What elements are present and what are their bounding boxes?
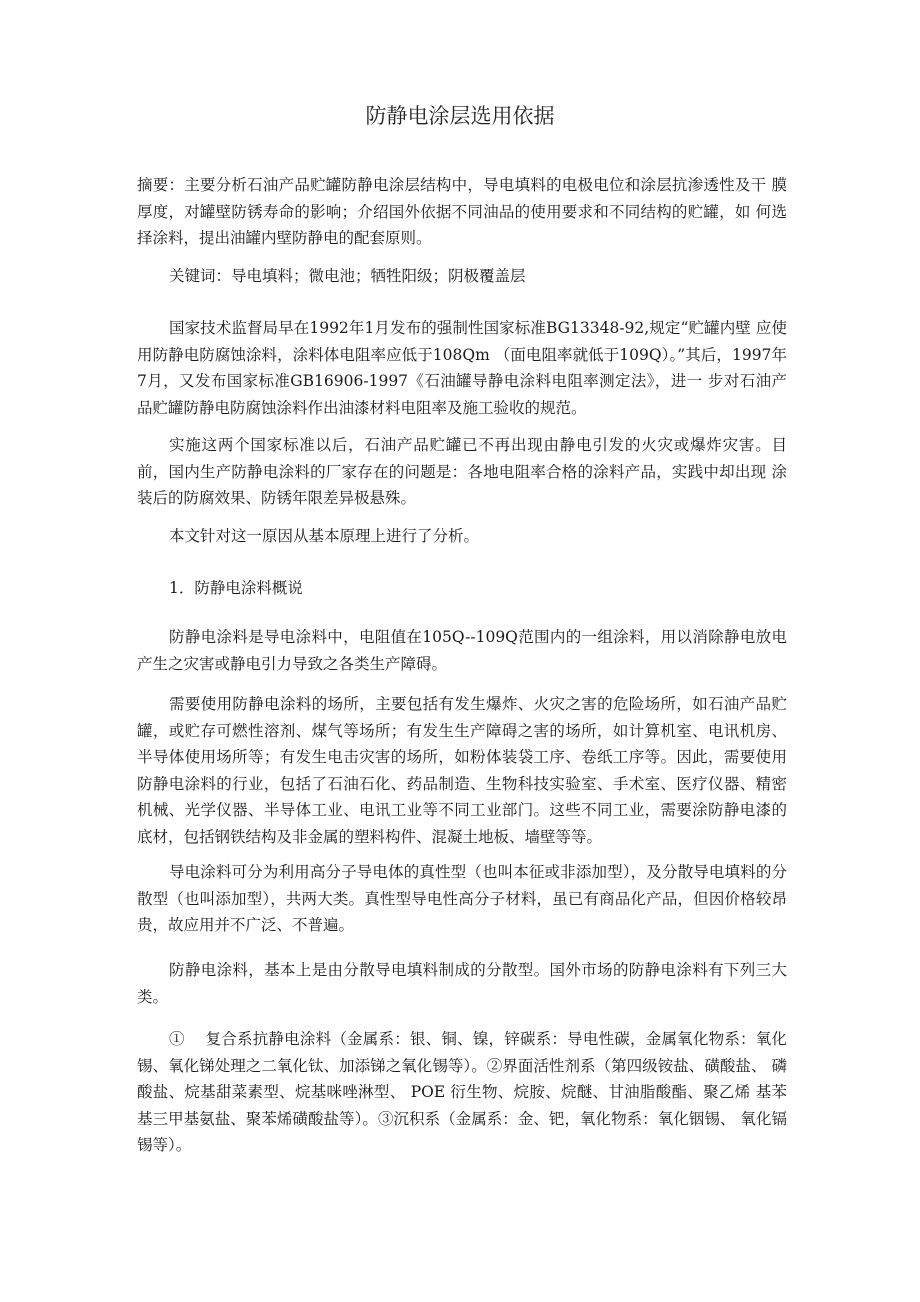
body-paragraph: 本文针对这一原因从基本原理上进行了分析。 bbox=[169, 527, 480, 545]
body-paragraph: 国家技术监督局早在1992年1月发布的强制性国家标准BG13348-92,规定“贮罐内壁 应使用防静电防腐蚀涂料，涂料体电阻率应低于108Qm （面电阻率就低于109Q）。”其后，1997年7月，又发布国家标准GB16906-1997《石油罐导静电涂料电阻率测定法》，进一 步对石油产品贮罐防静电防腐蚀涂料作出油漆材料电阻率及施工验收的规范。 bbox=[137, 319, 787, 417]
body-paragraph: 导电涂料可分为利用高分子导电体的真性型（也叫本征或非添加型），及分散导电填料的分散型（也叫添加型），共两大类。真性型导电性高分子材料，虽已有商品化产品，但因价格较昂贵，故应用并不广泛、不普遍。 bbox=[137, 863, 787, 934]
abstract-paragraph: 摘要：主要分析石油产品贮罐防静电涂层结构中，导电填料的电极电位和涂层抗渗透性及干 膜厚度，对罐壁防锈寿命的影响；介绍国外依据不同油品的使用要求和不同结构的贮罐，如 何选择涂料，提出油罐内壁防静电的配套原则。 bbox=[137, 176, 787, 247]
body-paragraph: 防静电涂料是导电涂料中，电阻值在105Q--109Q范围内的一组涂料，用以消除静电放电产生之灾害或静电引力导致之各类生产障碍。 bbox=[137, 628, 787, 673]
body-paragraph: 需要使用防静电涂料的场所，主要包括有发生爆炸、火灾之害的危险场所，如石油产品贮罐，或贮存可燃性溶剂、煤气等场所；有发生生产障碍之害的场所，如计算机室、电讯机房、半导体使用场所等；有发生电击灾害的场所，如粉体装袋工序、卷纸工序等。因此，需要使用防静电涂料的行业，包括了石油石化、药品制造、生物科技实验室、手术室、医疗仪器、精密机械、光学仪器、半导体工业、电讯工业等不同工业部门。这些不同工业，需要涂防静电漆的底材，包括钢铁结构及非金属的塑料构件、混凝土地板、墙壁等等。 bbox=[137, 695, 787, 846]
body-paragraph: ① 复合系抗静电涂料（金属系：银、铜、镍，锌碳系：导电性碳，金属氧化物系：氧化 锡、氧化锑处理之二氧化钛、加添锑之氧化锡等）。②界面活性剂系（第四级铵盐、磺酸盐、 磷酸盐、烷基甜菜素型、烷基咪唑淋型、 POE 衍生物、烷胺、烷醚、甘油脂酸酯、聚乙烯 基苯基三甲基氨盐、聚苯烯磺酸盐等）。③沉积系（金属系：金、钯，氧化物系：氧化铟锡、 氧化镉锡等）。 bbox=[137, 1030, 787, 1154]
body-paragraph: 防静电涂料，基本上是由分散导电填料制成的分散型。国外市场的防静电涂料有下列三大类。 bbox=[137, 961, 787, 1006]
body-paragraph: 实施这两个国家标准以后，石油产品贮罐已不再出现由静电引发的火灾或爆炸灾害。目 前，国内生产防静电涂料的厂家存在的问题是：各地电阻率合格的涂料产品，实践中却出现 涂装后的防腐效果、防锈年限差异极悬殊。 bbox=[137, 436, 787, 507]
document-title: 防静电涂层选用依据 bbox=[365, 104, 555, 128]
keywords-paragraph: 关键词：导电填料；微电池；牺牲阳级；阴极覆盖层 bbox=[169, 267, 526, 285]
section-heading: 1．防静电涂料概说 bbox=[169, 579, 303, 597]
